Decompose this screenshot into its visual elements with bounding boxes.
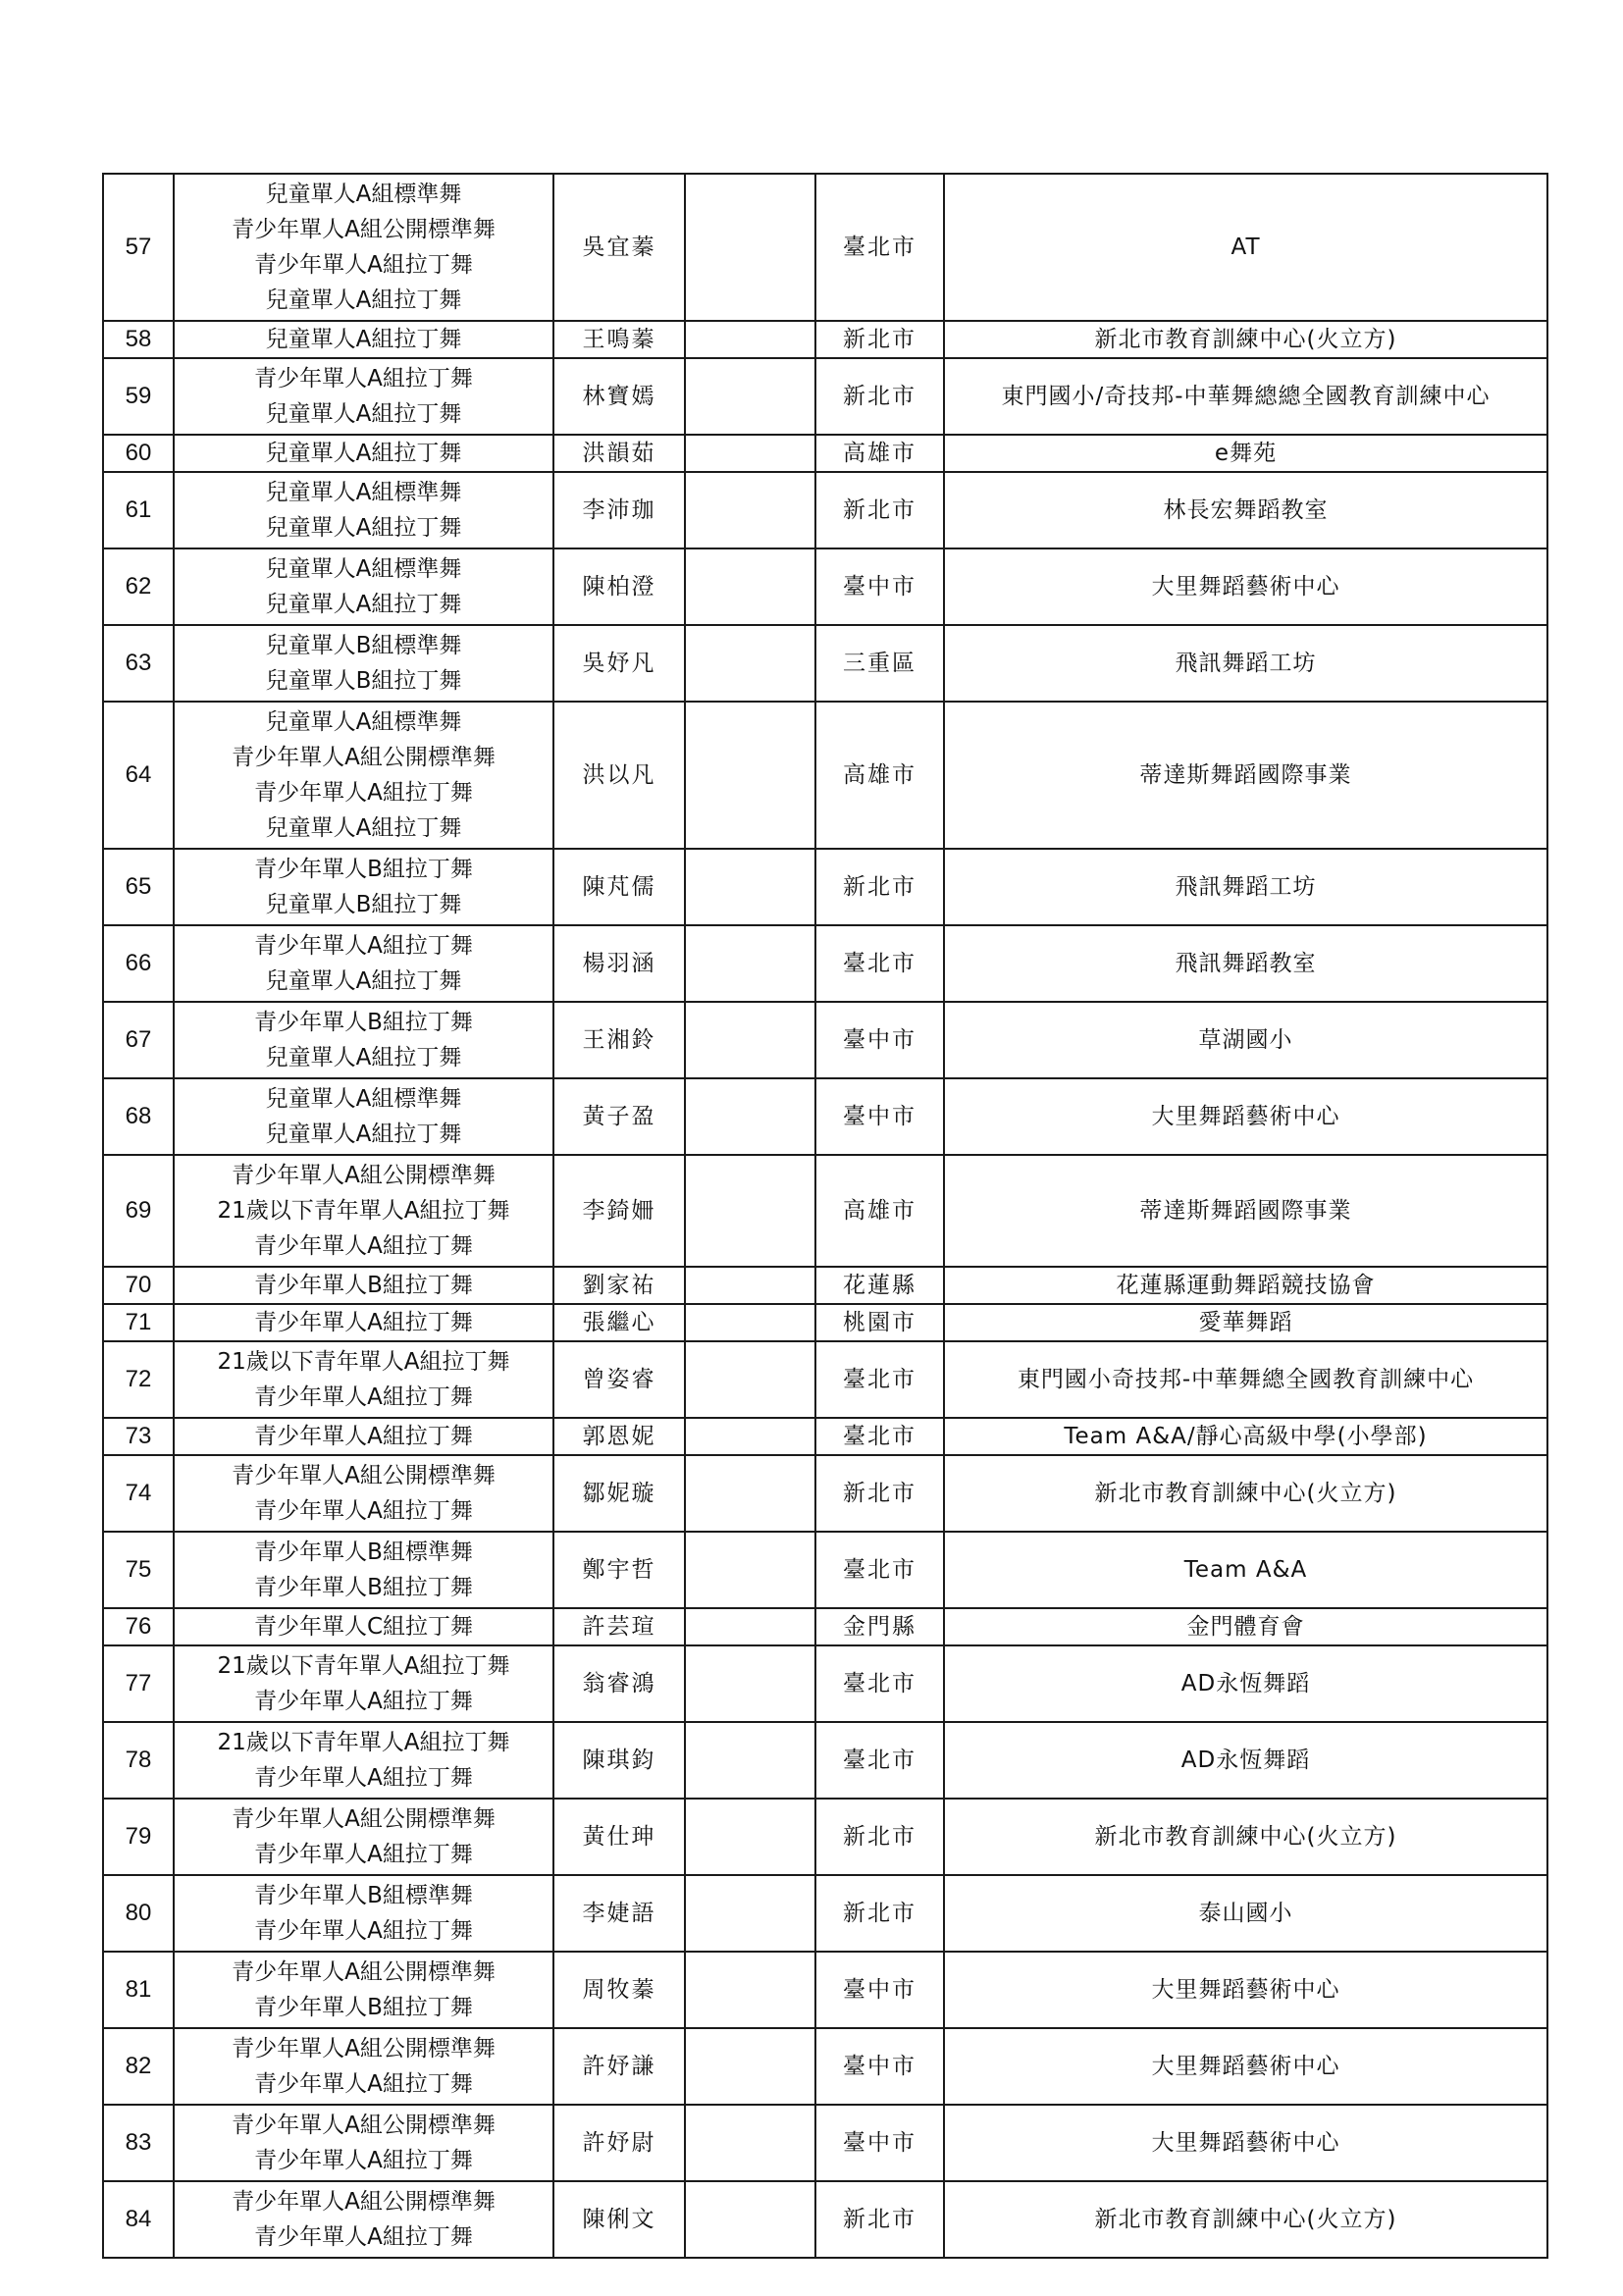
entry-number: 73 — [103, 1418, 174, 1455]
competitor-name: 李沛珈 — [553, 472, 685, 548]
competitor-name: 黃子盈 — [553, 1078, 685, 1155]
event-name: 青少年單人B組拉丁舞 — [254, 857, 473, 882]
organization-cell: e舞苑 — [944, 435, 1547, 472]
event-name: 青少年單人A組公開標準舞 — [232, 2036, 496, 2061]
competitor-name: 陳柏澄 — [553, 548, 685, 625]
organization-cell: 東門國小奇技邦-中華舞總全國教育訓練中心 — [944, 1341, 1547, 1418]
blank-cell — [685, 1532, 815, 1608]
competitor-name: 翁睿鴻 — [553, 1645, 685, 1722]
city-cell: 臺中市 — [815, 1002, 944, 1078]
competitor-name: 劉家祐 — [553, 1267, 685, 1304]
events-cell — [174, 174, 553, 321]
event-name: 青少年單人A組拉丁舞 — [254, 1233, 473, 1259]
entry-number: 83 — [103, 2105, 174, 2181]
competitor-name: 林寶嫣 — [553, 358, 685, 435]
event-name: 青少年單人A組拉丁舞 — [254, 252, 473, 278]
table-row — [103, 548, 1547, 625]
organization-cell: 林長宏舞蹈教室 — [944, 472, 1547, 548]
events-cell — [174, 1799, 553, 1875]
organization-cell: 金門體育會 — [944, 1608, 1547, 1645]
events-cell — [174, 1078, 553, 1155]
event-name: 青少年單人A組拉丁舞 — [254, 1384, 473, 1410]
entry-number: 61 — [103, 472, 174, 548]
city-cell: 臺北市 — [815, 174, 944, 321]
city-cell: 高雄市 — [815, 1155, 944, 1267]
event-name: 兒童單人A組拉丁舞 — [265, 441, 462, 466]
event-name: 青少年單人A組公開標準舞 — [232, 1959, 496, 1985]
city-cell: 臺北市 — [815, 1341, 944, 1418]
competitor-name: 陳芃儒 — [553, 849, 685, 925]
events-cell — [174, 1722, 553, 1799]
blank-cell — [685, 1608, 815, 1645]
event-name: 青少年單人A組拉丁舞 — [254, 1842, 473, 1867]
competitor-name: 陳俐文 — [553, 2181, 685, 2258]
event-name: 青少年單人A組拉丁舞 — [254, 1765, 473, 1791]
table-row — [103, 1078, 1547, 1155]
events-cell — [174, 1608, 553, 1645]
event-name: 青少年單人A組公開標準舞 — [232, 745, 496, 770]
table-row — [103, 1875, 1547, 1952]
city-cell: 新北市 — [815, 358, 944, 435]
entry-number: 63 — [103, 625, 174, 702]
organization-cell: AT — [944, 174, 1547, 321]
event-name: 兒童單人B組標準舞 — [265, 633, 462, 658]
event-name: 青少年單人A組公開標準舞 — [232, 1163, 496, 1188]
table-row — [103, 1341, 1547, 1418]
table-row — [103, 849, 1547, 925]
blank-cell — [685, 925, 815, 1002]
organization-cell: 泰山國小 — [944, 1875, 1547, 1952]
blank-cell — [685, 1267, 815, 1304]
blank-cell — [685, 1304, 815, 1341]
organization-cell: AD永恆舞蹈 — [944, 1645, 1547, 1722]
event-name: 兒童單人A組標準舞 — [265, 1086, 462, 1112]
competitor-name: 王鳴蓁 — [553, 321, 685, 358]
event-name: 兒童單人A組拉丁舞 — [265, 815, 462, 841]
blank-cell — [685, 2181, 815, 2258]
event-name: 青少年單人B組拉丁舞 — [254, 1575, 473, 1600]
event-name: 青少年單人A組拉丁舞 — [254, 1310, 473, 1335]
event-name: 兒童單人A組標準舞 — [265, 480, 462, 505]
blank-cell — [685, 1418, 815, 1455]
organization-cell: 大里舞蹈藝術中心 — [944, 2105, 1547, 2181]
event-name: 青少年單人A組拉丁舞 — [254, 1424, 473, 1449]
event-name: 青少年單人B組拉丁舞 — [254, 1995, 473, 2020]
table-row — [103, 472, 1547, 548]
blank-cell — [685, 548, 815, 625]
blank-cell — [685, 1645, 815, 1722]
city-cell: 新北市 — [815, 849, 944, 925]
competitor-name: 張繼心 — [553, 1304, 685, 1341]
table-row — [103, 174, 1547, 321]
entry-number: 79 — [103, 1799, 174, 1875]
table-row — [103, 1455, 1547, 1532]
blank-cell — [685, 174, 815, 321]
table-row — [103, 321, 1547, 358]
entry-number: 68 — [103, 1078, 174, 1155]
table-row — [103, 1304, 1547, 1341]
blank-cell — [685, 321, 815, 358]
event-name: 青少年單人B組拉丁舞 — [254, 1010, 473, 1035]
city-cell: 新北市 — [815, 321, 944, 358]
event-name: 兒童單人A組拉丁舞 — [265, 592, 462, 617]
events-cell — [174, 2028, 553, 2105]
blank-cell — [685, 1952, 815, 2028]
competitor-name: 曾姿睿 — [553, 1341, 685, 1418]
city-cell: 新北市 — [815, 472, 944, 548]
competitor-name: 王湘鈴 — [553, 1002, 685, 1078]
event-name: 青少年單人A組公開標準舞 — [232, 1806, 496, 1832]
table-row — [103, 1002, 1547, 1078]
events-cell — [174, 1875, 553, 1952]
entry-number: 81 — [103, 1952, 174, 2028]
table-row — [103, 435, 1547, 472]
event-name: 兒童單人B組拉丁舞 — [265, 892, 462, 917]
blank-cell — [685, 625, 815, 702]
blank-cell — [685, 2105, 815, 2181]
competitor-name: 洪韻茹 — [553, 435, 685, 472]
entry-number: 67 — [103, 1002, 174, 1078]
city-cell: 高雄市 — [815, 702, 944, 849]
table-row — [103, 702, 1547, 849]
table-row — [103, 1645, 1547, 1722]
competitor-name: 吳妤凡 — [553, 625, 685, 702]
city-cell: 臺中市 — [815, 548, 944, 625]
blank-cell — [685, 1455, 815, 1532]
competitor-name: 許妤尉 — [553, 2105, 685, 2181]
city-cell: 桃園市 — [815, 1304, 944, 1341]
event-name: 青少年單人B組標準舞 — [254, 1883, 473, 1908]
blank-cell — [685, 435, 815, 472]
organization-cell: 飛訊舞蹈工坊 — [944, 849, 1547, 925]
table-row — [103, 1608, 1547, 1645]
events-cell — [174, 625, 553, 702]
table-row — [103, 1532, 1547, 1608]
event-name: 青少年單人C組拉丁舞 — [253, 1614, 474, 1640]
organization-cell: 新北市教育訓練中心(火立方) — [944, 1799, 1547, 1875]
entry-number: 65 — [103, 849, 174, 925]
organization-cell: 大里舞蹈藝術中心 — [944, 548, 1547, 625]
entry-number: 72 — [103, 1341, 174, 1418]
competitor-name: 郭恩妮 — [553, 1418, 685, 1455]
organization-cell: 愛華舞蹈 — [944, 1304, 1547, 1341]
city-cell: 金門縣 — [815, 1608, 944, 1645]
table-row — [103, 2105, 1547, 2181]
organization-cell: 飛訊舞蹈工坊 — [944, 625, 1547, 702]
competitor-name: 陳琪鈞 — [553, 1722, 685, 1799]
organization-cell: 大里舞蹈藝術中心 — [944, 1952, 1547, 2028]
blank-cell — [685, 702, 815, 849]
entry-number: 59 — [103, 358, 174, 435]
events-cell — [174, 1532, 553, 1608]
event-name: 青少年單人A組公開標準舞 — [232, 2113, 496, 2138]
event-name: 兒童單人A組標準舞 — [265, 182, 462, 207]
city-cell: 新北市 — [815, 2181, 944, 2258]
organization-cell: 大里舞蹈藝術中心 — [944, 2028, 1547, 2105]
organization-cell: 草湖國小 — [944, 1002, 1547, 1078]
organization-cell: 新北市教育訓練中心(火立方) — [944, 1455, 1547, 1532]
event-name: 青少年單人A組拉丁舞 — [254, 1498, 473, 1524]
entry-number: 58 — [103, 321, 174, 358]
organization-cell: 蒂達斯舞蹈國際事業 — [944, 702, 1547, 849]
city-cell: 三重區 — [815, 625, 944, 702]
organization-cell: 新北市教育訓練中心(火立方) — [944, 2181, 1547, 2258]
entry-number: 70 — [103, 1267, 174, 1304]
entry-number: 66 — [103, 925, 174, 1002]
blank-cell — [685, 1078, 815, 1155]
events-cell — [174, 1002, 553, 1078]
event-name: 青少年單人A組拉丁舞 — [254, 933, 473, 959]
table-row — [103, 1722, 1547, 1799]
events-cell — [174, 1418, 553, 1455]
events-cell — [174, 849, 553, 925]
blank-cell — [685, 1155, 815, 1267]
event-name: 青少年單人A組拉丁舞 — [254, 2071, 473, 2097]
blank-cell — [685, 849, 815, 925]
competitor-name: 洪以凡 — [553, 702, 685, 849]
event-name: 青少年單人B組標準舞 — [254, 1539, 473, 1565]
city-cell: 新北市 — [815, 1455, 944, 1532]
table-row — [103, 1952, 1547, 2028]
events-cell — [174, 1952, 553, 2028]
event-name: 兒童單人A組拉丁舞 — [265, 968, 462, 994]
events-cell — [174, 358, 553, 435]
events-cell — [174, 1645, 553, 1722]
events-cell — [174, 1267, 553, 1304]
table-row — [103, 1155, 1547, 1267]
competitor-name: 楊羽涵 — [553, 925, 685, 1002]
competitor-name: 黃仕珅 — [553, 1799, 685, 1875]
entry-number: 64 — [103, 702, 174, 849]
entry-number: 82 — [103, 2028, 174, 2105]
event-name: 兒童單人A組拉丁舞 — [265, 1045, 462, 1070]
event-name: 21歲以下青年單人A組拉丁舞 — [217, 1349, 510, 1375]
event-name: 青少年單人A組拉丁舞 — [254, 1689, 473, 1714]
events-cell — [174, 2181, 553, 2258]
event-name: 青少年單人A組公開標準舞 — [232, 1463, 496, 1488]
event-name: 青少年單人A組公開標準舞 — [232, 217, 496, 242]
table-row — [103, 925, 1547, 1002]
competitor-table — [102, 173, 1548, 2259]
event-name: 青少年單人A組公開標準舞 — [232, 2189, 496, 2215]
events-cell — [174, 548, 553, 625]
city-cell: 臺中市 — [815, 2105, 944, 2181]
city-cell: 臺中市 — [815, 2028, 944, 2105]
organization-cell: 東門國小/奇技邦-中華舞總總全國教育訓練中心 — [944, 358, 1547, 435]
blank-cell — [685, 1875, 815, 1952]
city-cell: 花蓮縣 — [815, 1267, 944, 1304]
organization-cell: 大里舞蹈藝術中心 — [944, 1078, 1547, 1155]
city-cell: 臺北市 — [815, 1722, 944, 1799]
city-cell: 臺北市 — [815, 1418, 944, 1455]
table-row — [103, 2181, 1547, 2258]
blank-cell — [685, 1722, 815, 1799]
event-name: 青少年單人A組拉丁舞 — [254, 780, 473, 806]
blank-cell — [685, 358, 815, 435]
blank-cell — [685, 1002, 815, 1078]
table-row — [103, 2028, 1547, 2105]
events-cell — [174, 1304, 553, 1341]
event-name: 21歲以下青年單人A組拉丁舞 — [217, 1653, 510, 1679]
organization-cell: 飛訊舞蹈教室 — [944, 925, 1547, 1002]
entry-number: 84 — [103, 2181, 174, 2258]
entry-number: 60 — [103, 435, 174, 472]
city-cell: 新北市 — [815, 1799, 944, 1875]
event-name: 兒童單人A組標準舞 — [265, 556, 462, 582]
entry-number: 74 — [103, 1455, 174, 1532]
blank-cell — [685, 2028, 815, 2105]
competitor-name: 許妤謙 — [553, 2028, 685, 2105]
competitor-name: 吳宜蓁 — [553, 174, 685, 321]
events-cell — [174, 2105, 553, 2181]
events-cell — [174, 925, 553, 1002]
city-cell: 臺北市 — [815, 925, 944, 1002]
events-cell — [174, 1155, 553, 1267]
events-cell — [174, 321, 553, 358]
competitor-name: 鄒妮璇 — [553, 1455, 685, 1532]
entry-number: 69 — [103, 1155, 174, 1267]
table-row — [103, 625, 1547, 702]
city-cell: 臺北市 — [815, 1645, 944, 1722]
organization-cell: 新北市教育訓練中心(火立方) — [944, 321, 1547, 358]
event-name: 青少年單人A組拉丁舞 — [254, 2148, 473, 2173]
entry-number: 78 — [103, 1722, 174, 1799]
events-cell — [174, 1455, 553, 1532]
organization-cell: 花蓮縣運動舞蹈競技協會 — [944, 1267, 1547, 1304]
organization-cell: Team A&A — [944, 1532, 1547, 1608]
event-name: 21歲以下青年單人A組拉丁舞 — [217, 1730, 510, 1755]
city-cell: 高雄市 — [815, 435, 944, 472]
competitor-name: 許芸瑄 — [553, 1608, 685, 1645]
event-name: 青少年單人B組拉丁舞 — [254, 1273, 473, 1298]
table-row — [103, 358, 1547, 435]
events-cell — [174, 1341, 553, 1418]
events-cell — [174, 472, 553, 548]
event-name: 青少年單人A組拉丁舞 — [254, 366, 473, 391]
city-cell: 臺中市 — [815, 1078, 944, 1155]
city-cell: 新北市 — [815, 1875, 944, 1952]
entry-number: 71 — [103, 1304, 174, 1341]
event-name: 兒童單人A組拉丁舞 — [265, 515, 462, 541]
competitor-name: 鄭宇哲 — [553, 1532, 685, 1608]
entry-number: 77 — [103, 1645, 174, 1722]
entry-number: 75 — [103, 1532, 174, 1608]
city-cell: 臺中市 — [815, 1952, 944, 2028]
event-name: 兒童單人A組拉丁舞 — [265, 327, 462, 352]
event-name: 青少年單人A組拉丁舞 — [254, 2224, 473, 2250]
table-row — [103, 1267, 1547, 1304]
event-name: 兒童單人A組拉丁舞 — [265, 1122, 462, 1147]
organization-cell: Team A&A/靜心高級中學(小學部) — [944, 1418, 1547, 1455]
organization-cell: AD永恆舞蹈 — [944, 1722, 1547, 1799]
event-name: 兒童單人B組拉丁舞 — [265, 668, 462, 694]
blank-cell — [685, 472, 815, 548]
table-row — [103, 1799, 1547, 1875]
event-name: 兒童單人A組標準舞 — [265, 709, 462, 735]
events-cell — [174, 435, 553, 472]
event-name: 兒童單人A組拉丁舞 — [265, 287, 462, 313]
event-name: 兒童單人A組拉丁舞 — [265, 401, 462, 427]
table-body — [103, 174, 1547, 2258]
entry-number: 62 — [103, 548, 174, 625]
event-name: 青少年單人A組拉丁舞 — [254, 1918, 473, 1944]
event-name: 21歲以下青年單人A組拉丁舞 — [217, 1198, 510, 1224]
events-cell — [174, 702, 553, 849]
entry-number: 57 — [103, 174, 174, 321]
table-row — [103, 1418, 1547, 1455]
organization-cell: 蒂達斯舞蹈國際事業 — [944, 1155, 1547, 1267]
competitor-name: 周牧蓁 — [553, 1952, 685, 2028]
competitor-name: 李錡姍 — [553, 1155, 685, 1267]
city-cell: 臺北市 — [815, 1532, 944, 1608]
entry-number: 80 — [103, 1875, 174, 1952]
competitor-name: 李婕語 — [553, 1875, 685, 1952]
blank-cell — [685, 1341, 815, 1418]
entry-number: 76 — [103, 1608, 174, 1645]
blank-cell — [685, 1799, 815, 1875]
